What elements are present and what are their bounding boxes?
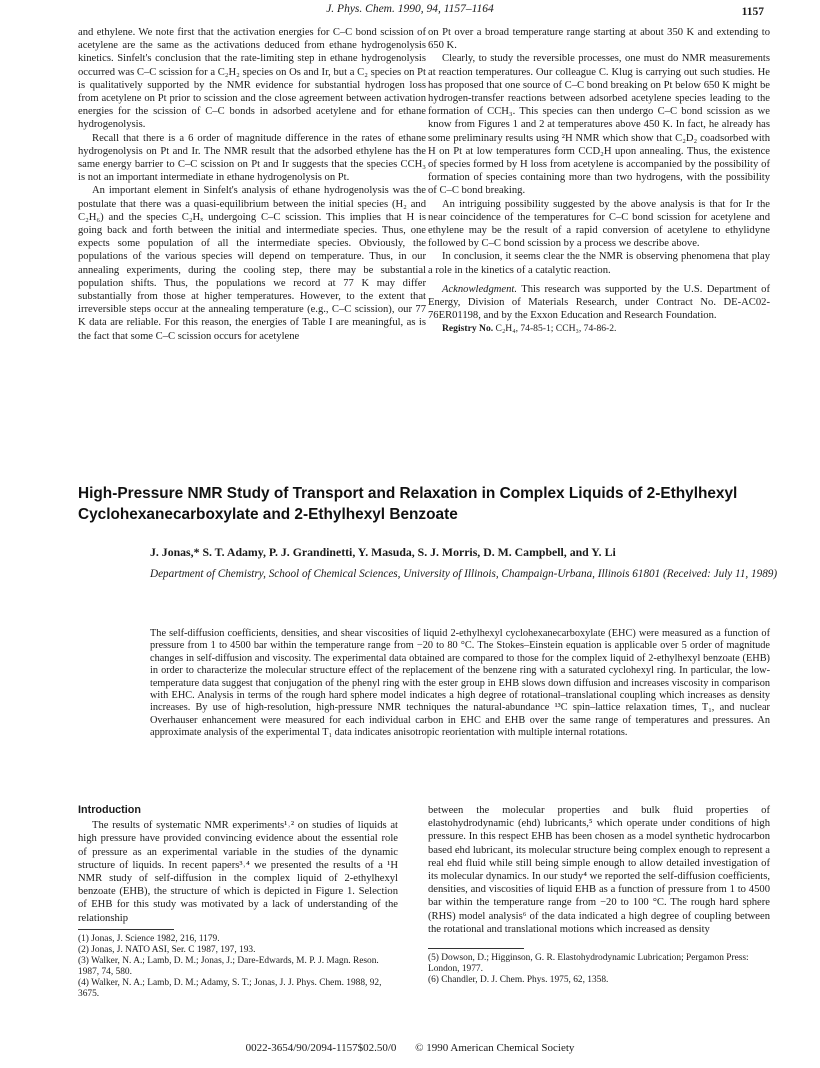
acknowledgment-label: Acknowledgment. — [442, 283, 518, 295]
body-paragraph: between the molecular properties and bulk fluid properties of elastohydrodynamic (ehd) lubricants,⁵ which operate under conditions of high pressure. In this respect EHB has been chosen as a model synthetic hydrocarbon based ehd lubricant, its molecular structure being complex enough to represent a real ehd fluid while still being simple enough to allow detailed investigation of its molecular dynamics. In our study⁴ we reported the self-diffusion coefficients, densities, and viscosities of liquid EHB as a function of pressure from 1 to 4500 bar within the temperature range from −20 to 100 °C. The rough hard sphere (RHS) model analysis⁶ of the data indicated a high degree of coupling between the rotational and translational motions which increased as density — [428, 805, 770, 935]
body-paragraph: An important element in Sinfelt's analysis of ethane hydrogenolysis was the postulate that there was a quasi-equilibrium between the initial species (H₂ and C₂H₆) and the species C₂Hₓ undergoing C–C scission. This implies that H is going back and forth between the initial and intermediate species. Thus, one expects some population of all the intermediate species. Obviously, the populations of the various species will depend on temperature. Thus, in our annealing experiments, during the cooling step, there may be substantial population shifts. Thus, the populations we record at 77 K may differ substantially from those at higher temperatures. However, to the extent that irreversible steps occur at the annealing temperature (e.g., C–C scission), our 77 K data are reliable. For this reason, the energies of Table I are meaningful, as is the fact that some C–C scission occurs for acetylene — [78, 185, 426, 342]
copyright: © 1990 American Chemical Society — [415, 1042, 575, 1054]
body-paragraph: In conclusion, it seems clear the the NMR is observing phenomena that play a role in the kinetics of a catalytic reaction. — [428, 251, 770, 276]
acknowledgment — [428, 283, 770, 323]
registry-text: C₂H₄, 74-85-1; CCH₃, 74-86-2. — [493, 323, 617, 335]
previous-article-right-column — [428, 26, 770, 336]
body-paragraph: Clearly, to study the reversible processes, one must do NMR measurements at reaction temperatures. Our colleague C. Klug is carrying out such studies. He has proposed that one source of C–C bond breaking on Pt below 650 K might be hydrogen-transfer reactions between adsorbed acetylene species leading to the formation of CCH₃. This species can then undergo C–C bond scission as we know from Figures 1 and 2 at temperatures above 450 K. In fact, he already has some preliminary results using ²H NMR which show that C₂D₂ coadsorbed with H on Pt at low temperatures form CCD₂H upon annealing. Thus, the existence of species formed by H loss from acetylene is accompanied by the possibility of formation of species containing more than two hydrogens, with the possibility of C–C bond breaking. — [428, 53, 770, 197]
footnote: (3) Walker, N. A.; Lamb, D. M.; Jonas, J.; Dare-Edwards, M. P. J. Magn. Reson. 1987, 74, 580. — [78, 955, 379, 977]
acknowledgment-text: This research was supported by the U.S. Department of Energy, Division of Materials Research, under Contract No. DE-AC02-76ER01198, and by the Exxon Education and Research Foundation. — [428, 283, 770, 322]
body-paragraph: The results of systematic NMR experiments¹˒² on studies of liquids at high pressure have provided convincing evidence about the essential role of pressure as an experimental variable in the studies of the dynamic structure of liquids. In recent papers³˒⁴ we presented the results of a ¹H NMR study of self-diffusion in the complex liquid of 2-ethylhexyl benzoate (EHB), the structure of which is depicted in Figure 1. Selection of EHB for this study was motivated by a lack of understanding of the relationship — [78, 820, 398, 924]
registry-label: Registry No. — [442, 323, 494, 335]
body-paragraph: and ethylene. We note first that the activation energies for C–C bond scission of acetylene are the same as the activations deduced from ethane hydrogenolysis kinetics. Sinfelt's conclusion that the rate-limiting step in ethane hydrogenolysis occurred was C–C scission for a C₂H₂ species on Os and Ir, but a C₂ species on Pt is qualitatively supported by the NMR evidence for substantial hydrogen loss from acetylene on Pt prior to scission and the close agreement between activation energies for the scission of C–C bonds in adsorbed acetylene and for ethane hydrogenolysis. — [78, 27, 426, 131]
article-code: 0022-3654/90/2094-1157$02.50/0 — [245, 1042, 397, 1054]
footnote: (6) Chandler, D. J. Chem. Phys. 1975, 62, 1358. — [428, 975, 609, 986]
running-head-text: J. Phys. Chem. 1990, 94, 1157–1164 — [326, 3, 494, 15]
affiliation: Department of Chemistry, School of Chemical Sciences, University of Illinois, Champaign-Urbana, Illinois 61801 (Received: July 11, 1989) — [150, 568, 778, 580]
footnote: (2) Jonas, J. NATO ASI, Ser. C 1987, 197, 193. — [78, 944, 256, 955]
registry-numbers — [428, 322, 770, 335]
footnote: (4) Walker, N. A.; Lamb, D. M.; Adamy, S. T.; Jonas, J. J. Phys. Chem. 1988, 92, 3675. — [78, 977, 382, 999]
running-head — [0, 3, 820, 18]
body-paragraph: An intriguing possibility suggested by the above analysis is that for Ir the near coincidence of the temperatures for C–C bond scission for acetylene and ethylene may be the result of a rapid conversion of acetylene to ethylidyne followed by C–C bond scission by a process we describe above. — [428, 198, 770, 250]
author-list: J. Jonas,* S. T. Adamy, P. J. Grandinetti, Y. Masuda, S. J. Morris, D. M. Campbell, and Y. Li — [150, 545, 616, 559]
introduction-left-column — [78, 804, 398, 1000]
footnote-divider — [428, 948, 524, 949]
page-number: 1157 — [741, 6, 764, 18]
previous-article-left-column — [78, 26, 426, 343]
footnote-divider — [78, 929, 174, 930]
page-footer — [0, 1042, 820, 1054]
section-heading: Introduction — [78, 804, 141, 816]
introduction-right-column — [428, 804, 770, 986]
footnote: (1) Jonas, J. Science 1982, 216, 1179. — [78, 933, 220, 944]
article-title: High-Pressure NMR Study of Transport and Relaxation in Complex Liquids of 2-Ethylhexyl Cyclohexanecarboxylate and 2-Ethylhexyl Benzoate — [78, 485, 738, 523]
abstract: The self-diffusion coefficients, densities, and shear viscosities of liquid 2-ethylhexyl cyclohexanecarboxylate (EHC) were measured as a function of pressure from 1 to 4500 bar within the temperature range from −20 to 80 °C. The Stokes–Einstein equation is applicable over 5 order of magnitude changes in self-diffusion and viscosity. The experimental data obtained are compared to those for the complex liquid of 2-ethylhexyl benzoate (EHB) in order to characterize the molecular structure effect of the replacement of the benzene ring with a saturated cyclohexyl ring. In particular, the low-temperature data suggest that conjugation of the phenyl ring with the ester group in EHB slows down diffusion and increases viscosity in comparison with EHC. Analysis in terms of the rough hard sphere model indicates a high degree of rotational–translational coupling which increases as density increases. By use of high-resolution, high-pressure NMR techniques the natural-abundance ¹³C spin–lattice relaxation times, T₁, and nuclear Overhauser enhancement were measured for each individual carbon in EHC and EHB over the same range of temperatures and pressures. An approximate analysis of the experimental T₁ data indicates anisotropic reorientation with multiple internal rotations. — [150, 628, 770, 739]
footnote: (5) Dowson, D.; Higginson, G. R. Elastohydrodynamic Lubrication; Pergamon Press: London, 1977. — [428, 953, 749, 975]
body-paragraph: Recall that there is a 6 order of magnitude difference in the rates of ethane hydrogenolysis on Pt and Ir. The NMR result that the adsorbed ethylene has the same energy barrier to C–C scission on Pt and Ir suggests that the species CCH₃ is not an important intermediate in ethane hydrogenolysis on Pt. — [78, 132, 426, 184]
body-paragraph: on Pt over a broad temperature range starting at about 350 K and extending to 650 K. — [428, 27, 770, 52]
